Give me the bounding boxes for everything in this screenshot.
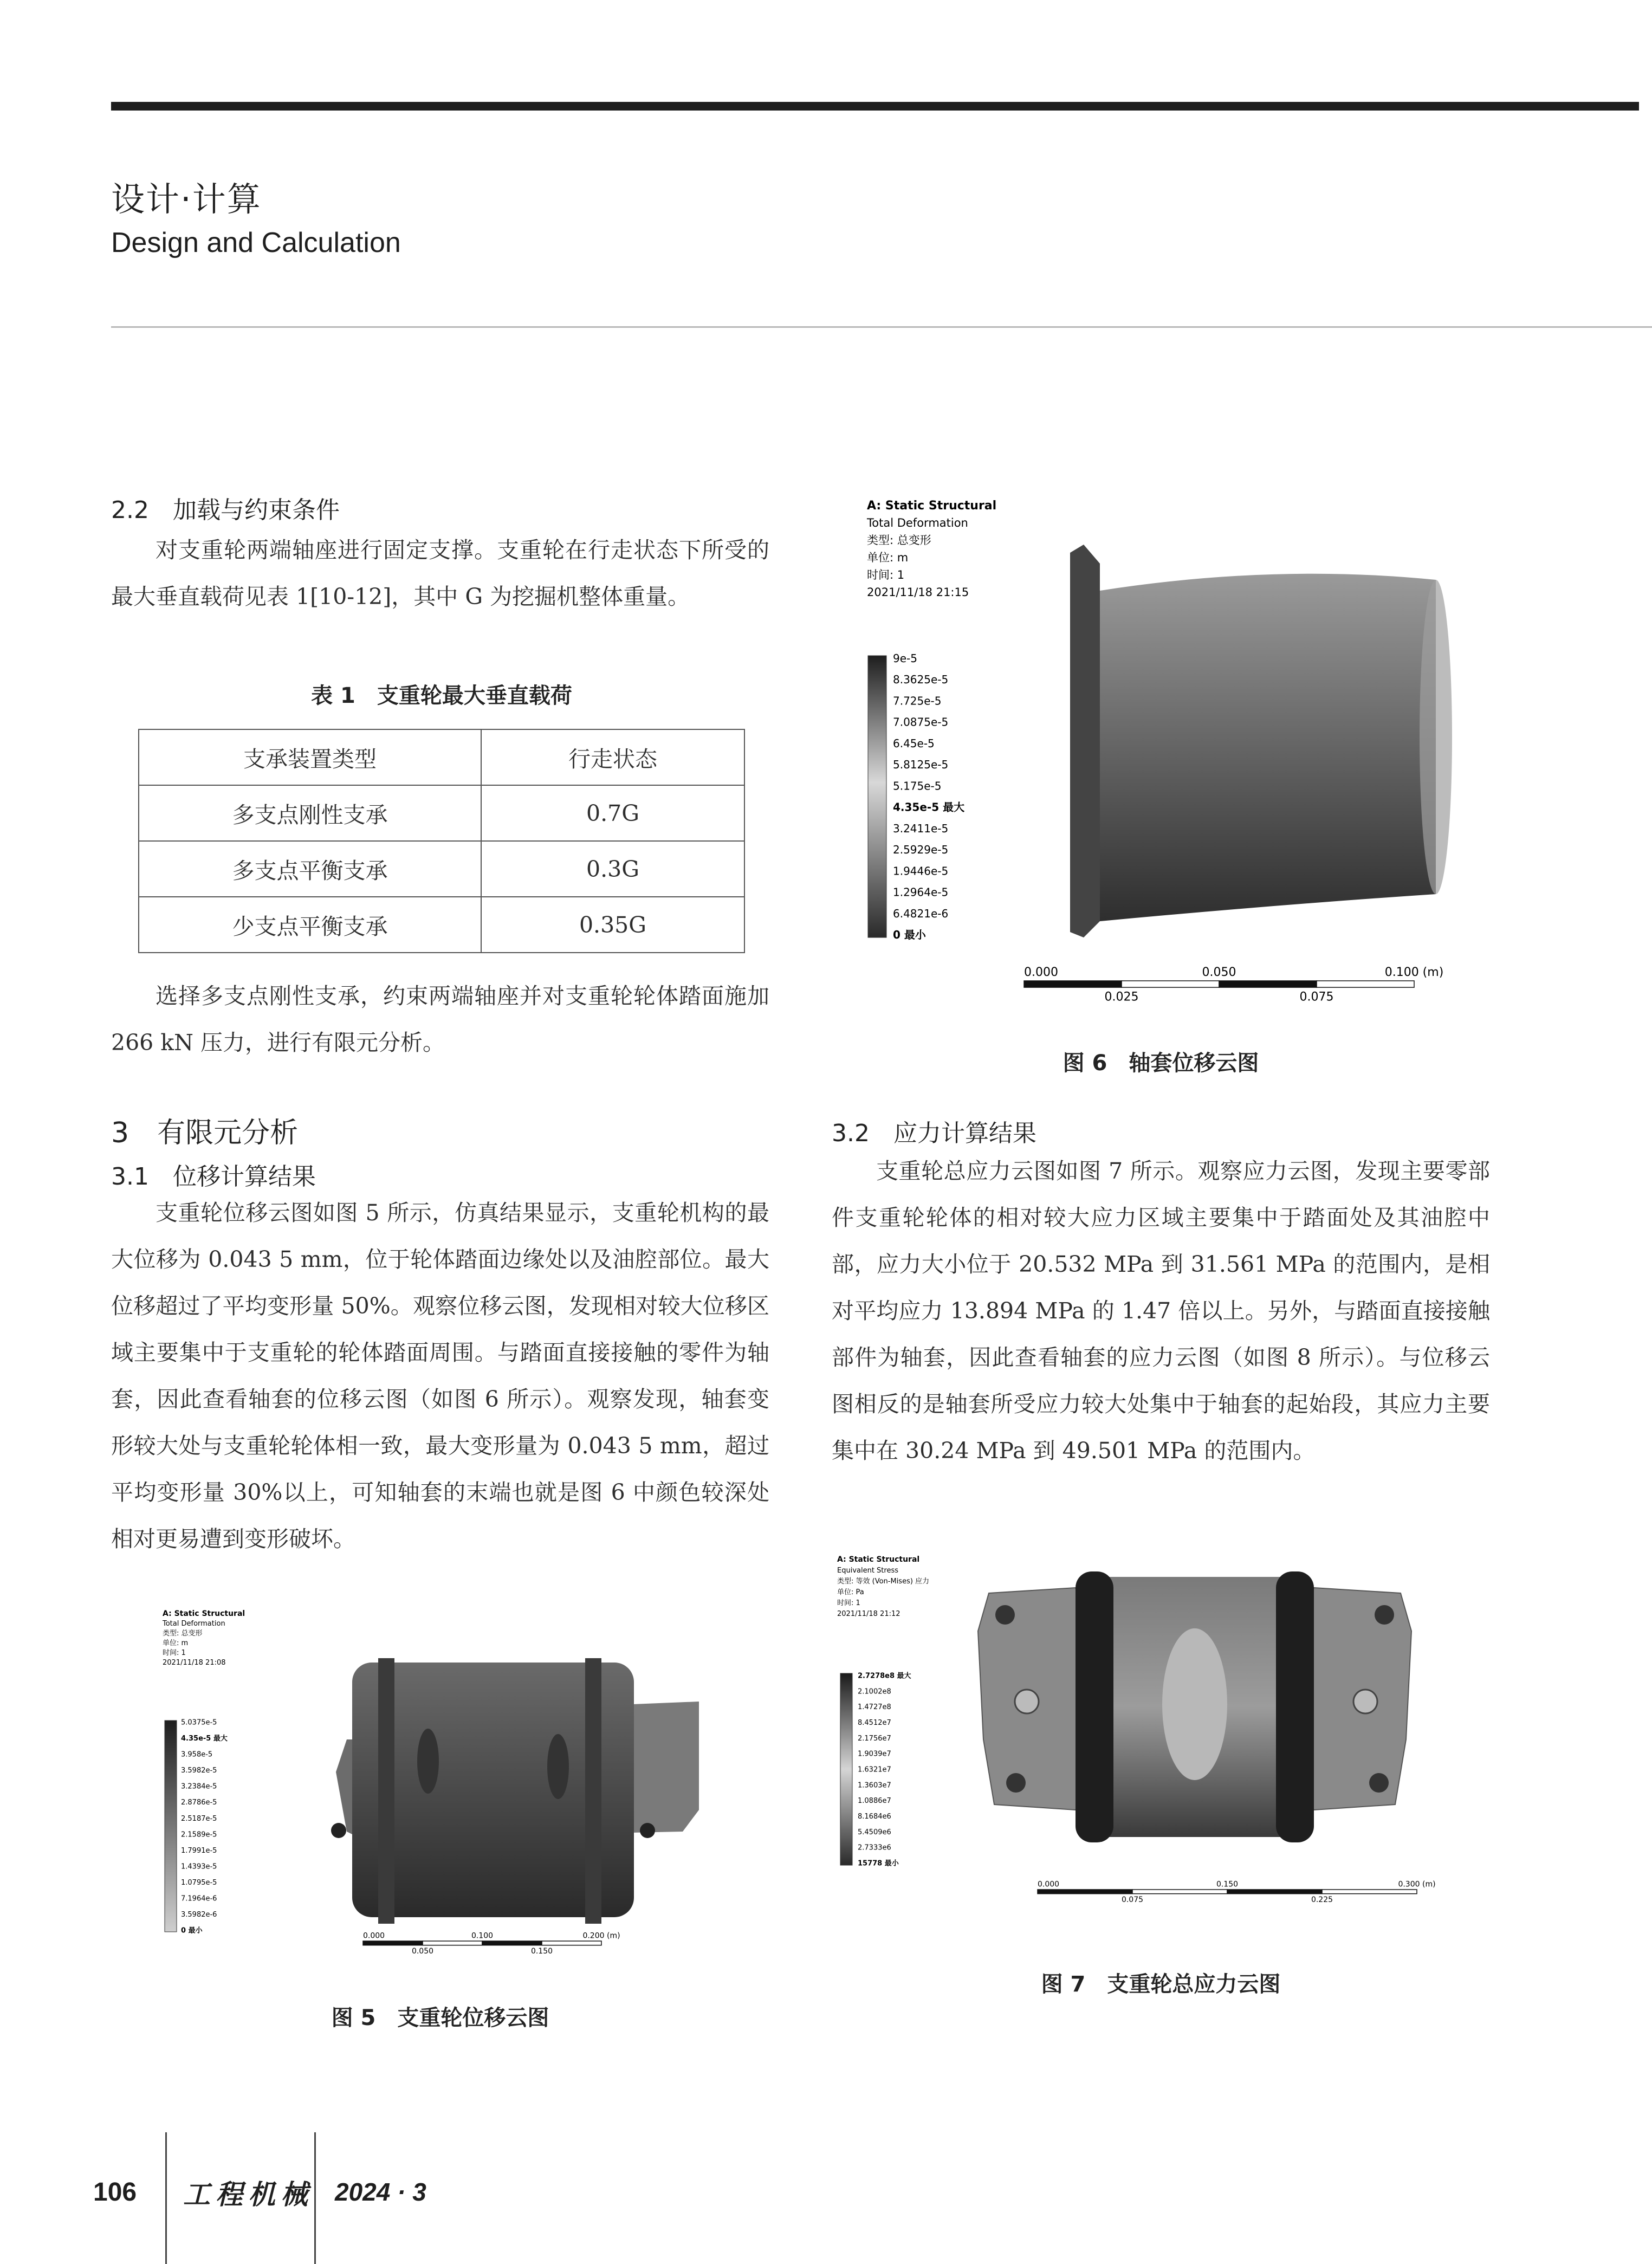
figure-7-stress-contour xyxy=(837,1550,1476,1918)
fig7-bolt-hole xyxy=(1375,1605,1394,1625)
fig7-scale-label: 0.225 xyxy=(1311,1896,1333,1905)
fig6-legend-label: 7.0875e-5 xyxy=(893,715,949,729)
fig5-legend-label: 7.1964e-6 xyxy=(181,1894,217,1903)
fig7-legend-label: 2.7278e8 最大 xyxy=(858,1672,911,1680)
table-cell: 少支点平衡支承 xyxy=(139,897,481,953)
fig7-bolt-hole xyxy=(1006,1773,1026,1793)
fig7-legend-label: 1.9039e7 xyxy=(858,1750,891,1758)
header-divider xyxy=(111,326,1652,328)
fig5-color-legend xyxy=(165,1720,177,1932)
fig5-scale-segment xyxy=(423,1941,482,1945)
table-row xyxy=(139,785,744,841)
fig6-info-line: 2021/11/18 21:15 xyxy=(867,586,969,599)
fig7-scale-segment xyxy=(1038,1890,1132,1894)
fig6-sleeve-flange xyxy=(1070,545,1100,937)
fig5-legend-label: 1.7991e-5 xyxy=(181,1846,217,1855)
fig6-legend-label: 8.3625e-5 xyxy=(893,673,949,687)
table-header-cell: 支承装置类型 xyxy=(139,729,481,785)
fig6-scale-segment xyxy=(1024,981,1122,987)
fig7-legend-label: 1.3603e7 xyxy=(858,1781,891,1790)
fig6-legend-labels xyxy=(893,652,964,941)
table-cell: 0.35G xyxy=(481,897,744,953)
fig5-legend-label: 2.5187e-5 xyxy=(181,1814,217,1823)
fig5-scale-segment xyxy=(363,1941,423,1945)
fig5-legend-labels xyxy=(181,1719,228,1935)
fig5-oil-cavity xyxy=(547,1734,569,1799)
fig7-info-line: Equivalent Stress xyxy=(837,1567,899,1575)
fig7-scale-label: 0.000 xyxy=(1038,1880,1060,1889)
fig5-info-line: A: Static Structural xyxy=(163,1609,245,1618)
fig6-scale-segment xyxy=(1219,981,1317,987)
fig6-scale-segment xyxy=(1122,981,1219,987)
section-3-2-paragraph: 支重轮总应力云图如图 7 所示。观察应力云图，发现主要零部件支重轮轮体的相对较大应力区域主要集中于踏面处及其油腔中部，应力大小位于 20.532 MPa 到 31.561 MPa 的范围内，是相对平均应力 13.894 MPa 的 1.47 倍以上。另外，与踏面直接接触部件为轴套，因此查看轴套的应力云图（如图 8 所示）。与位移云图相反的是轴套所受应力较大处集中于轴套的起始段，其应力主要集中在 30.24 MPa 到 49.501 MPa 的范围内。 xyxy=(832,1158,1490,1464)
fig5-legend-label: 2.1589e-5 xyxy=(181,1830,217,1839)
figure-5-displacement-contour xyxy=(157,1604,731,1972)
figure-5-caption: 图 5 支重轮位移云图 xyxy=(331,2006,549,2030)
fig5-legend-label: 4.35e-5 最大 xyxy=(181,1735,228,1743)
fig7-scale-label: 0.300 (m) xyxy=(1398,1880,1436,1889)
fig6-legend-label: 2.5929e-5 xyxy=(893,843,949,857)
fig6-scale-label: 0.000 xyxy=(1024,966,1058,980)
fig7-legend-label: 5.4509e6 xyxy=(858,1828,891,1836)
fig5-legend-label: 1.4393e-5 xyxy=(181,1862,217,1871)
fig7-legend-label: 2.7333e6 xyxy=(858,1843,891,1852)
fig5-scale-label: 0.000 xyxy=(363,1931,385,1940)
table-1-caption: 表 1 支重轮最大垂直载荷 xyxy=(311,683,572,708)
fig5-legend-label: 3.2384e-5 xyxy=(181,1782,217,1791)
fig5-bolt-hole xyxy=(331,1823,346,1838)
fig6-info-line: A: Static Structural xyxy=(867,499,997,513)
fig6-legend-label: 4.35e-5 最大 xyxy=(893,800,965,814)
fig5-flange xyxy=(378,1658,394,1924)
fig5-scale-segment xyxy=(482,1941,542,1945)
fig6-legend-label: 1.2964e-5 xyxy=(893,885,949,899)
fig7-scale-segment xyxy=(1322,1890,1417,1894)
fig6-legend-label: 3.2411e-5 xyxy=(893,821,949,835)
section-3-1-paragraph: 支重轮位移云图如图 5 所示，仿真结果显示，支重轮机构的最大位移为 0.043 5 mm，位于轮体踏面边缘处以及油腔部位。最大位移超过了平均变形量 50%。观察位移云图，发现相对较大位移区域主要集中于支重轮的轮体踏面周围。与踏面直接接触的零件为轴套，因此查看轴套的位移云图（如图 6 所示）。观察发现，轴套变形较大处与支重轮轮体相一致，最大变形量为 0.043 5 mm，超过平均变形量 30%以上，可知轴套的末端也就是图 6 中颜色较深处相对更易遭到变形破坏。 xyxy=(111,1200,769,1552)
section-3-1-heading: 3.1 位移计算结果 xyxy=(111,1163,316,1191)
fig7-info-line: 时间: 1 xyxy=(837,1599,860,1607)
fig7-flange xyxy=(1076,1571,1113,1842)
fig7-flange xyxy=(1276,1571,1314,1842)
fig6-scale-label: 0.050 xyxy=(1202,966,1236,980)
fig7-legend-labels xyxy=(858,1672,911,1868)
table-cell: 多支点刚性支承 xyxy=(139,785,481,841)
fig5-legend-label: 0 最小 xyxy=(181,1926,203,1935)
fig5-legend-label: 5.0375e-5 xyxy=(181,1718,217,1727)
footer-separator xyxy=(165,2132,167,2264)
fig5-info-line: Total Deformation xyxy=(163,1620,225,1628)
table-row xyxy=(139,897,744,953)
fig5-info-line: 类型: 总变形 xyxy=(163,1629,203,1638)
fig6-legend-label: 6.4821e-6 xyxy=(893,907,949,920)
fig6-scale-label: 0.075 xyxy=(1299,990,1334,1004)
fig5-legend-label: 3.958e-5 xyxy=(181,1750,213,1759)
fig6-scale-bar xyxy=(1024,966,1443,1004)
fig7-legend-label: 2.1756e7 xyxy=(858,1734,891,1743)
fig7-info-line: A: Static Structural xyxy=(837,1555,920,1564)
fig7-legend-label: 1.6321e7 xyxy=(858,1765,891,1774)
fig6-info-line: 单位: m xyxy=(867,551,909,564)
fig5-info-line: 单位: m xyxy=(163,1639,189,1647)
fig7-oil-cavity xyxy=(1162,1628,1227,1780)
fig5-scale-label: 0.100 xyxy=(471,1931,494,1940)
fig6-sleeve-body xyxy=(1100,574,1436,921)
figure-6-sleeve-displacement-contour xyxy=(861,493,1485,1019)
fig7-legend-label: 8.1684e6 xyxy=(858,1813,891,1821)
table-cell: 0.7G xyxy=(481,785,744,841)
footer-separator xyxy=(314,2132,316,2264)
fig6-legend-label: 9e-5 xyxy=(893,652,917,665)
section-2-2-paragraph-1: 对支重轮两端轴座进行固定支撑。支重轮在行走状态下所受的最大垂直载荷见表 1[10-12]，其中 G 为挖掘机整体重量。 xyxy=(111,537,769,610)
fig6-legend-label: 6.45e-5 xyxy=(893,736,935,750)
fig7-bolt-hole xyxy=(995,1605,1015,1625)
figure-7-caption: 图 7 支重轮总应力云图 xyxy=(1041,1972,1281,1997)
fig7-legend-label: 1.4727e8 xyxy=(858,1703,891,1712)
fig6-scale-label: 0.100 (m) xyxy=(1384,966,1444,980)
fig5-info-line: 2021/11/18 21:08 xyxy=(163,1659,226,1667)
fig5-oil-cavity xyxy=(417,1729,439,1794)
fig7-scale-segment xyxy=(1132,1890,1227,1894)
table-1 xyxy=(138,729,745,953)
section-title-cn: 设计·计算 xyxy=(111,179,262,219)
table-cell: 0.3G xyxy=(481,841,744,897)
fig5-scale-bar xyxy=(363,1931,620,1956)
fig5-bolt-hole xyxy=(640,1823,655,1838)
section-2-2-paragraph-2: 选择多支点刚性支承，约束两端轴座并对支重轮轮体踏面施加 266 kN 压力，进行有限元分析。 xyxy=(111,983,769,1056)
fig5-legend-label: 3.5982e-6 xyxy=(181,1911,217,1919)
fig7-color-legend xyxy=(840,1673,852,1865)
section-2-2-heading: 2.2 加载与约束条件 xyxy=(111,496,340,524)
section-3-heading: 3 有限元分析 xyxy=(111,1117,299,1149)
fig7-legend-label: 15778 最小 xyxy=(858,1859,899,1868)
fig5-legend-label: 3.5982e-5 xyxy=(181,1767,217,1775)
fig7-bolt-hole xyxy=(1015,1690,1039,1713)
table-cell: 多支点平衡支承 xyxy=(139,841,481,897)
fig6-legend-label: 7.725e-5 xyxy=(893,694,942,708)
fig6-info-line: Total Deformation xyxy=(867,516,968,529)
fig6-sleeve-end xyxy=(1420,580,1452,894)
section-3-2-heading: 3.2 应力计算结果 xyxy=(832,1120,1036,1147)
fig7-info-line: 2021/11/18 21:12 xyxy=(837,1610,900,1618)
fig6-legend-label: 0 最小 xyxy=(893,928,926,941)
fig5-scale-segment xyxy=(542,1941,601,1945)
header-rule xyxy=(111,102,1639,111)
figure-6-caption: 图 6 轴套位移云图 xyxy=(1063,1051,1259,1076)
table-header-row xyxy=(139,729,744,785)
fig7-bolt-hole xyxy=(1353,1690,1377,1713)
fig7-info-line: 单位: Pa xyxy=(837,1588,864,1596)
fig7-legend-label: 1.0886e7 xyxy=(858,1797,891,1806)
fig5-scale-label: 0.050 xyxy=(411,1947,434,1956)
fig6-legend-label: 1.9446e-5 xyxy=(893,864,949,878)
fig6-info-line: 时间: 1 xyxy=(867,568,905,581)
fig7-scale-segment xyxy=(1227,1890,1322,1894)
issue-number: 2024 · 3 xyxy=(335,2178,426,2206)
fig6-legend-label: 5.175e-5 xyxy=(893,779,942,793)
fig7-scale-label: 0.075 xyxy=(1121,1896,1144,1905)
fig7-legend-label: 2.1002e8 xyxy=(858,1687,891,1696)
fig7-info-line: 类型: 等效 (Von-Mises) 应力 xyxy=(837,1577,930,1586)
fig7-scale-label: 0.150 xyxy=(1216,1880,1239,1889)
fig5-info-line: 时间: 1 xyxy=(163,1649,186,1657)
fig6-legend-label: 5.8125e-5 xyxy=(893,758,949,772)
section-title-en: Design and Calculation xyxy=(111,227,401,258)
fig6-scale-segment xyxy=(1317,981,1414,987)
fig7-legend-label: 8.4512e7 xyxy=(858,1719,891,1728)
fig7-bolt-hole xyxy=(1369,1773,1389,1793)
fig5-scale-label: 0.200 (m) xyxy=(582,1931,620,1940)
table-header-cell: 行走状态 xyxy=(481,729,744,785)
fig6-color-legend xyxy=(868,656,886,937)
fig6-scale-label: 0.025 xyxy=(1104,990,1139,1004)
page-number: 106 xyxy=(93,2178,137,2207)
fig5-legend-label: 1.0795e-5 xyxy=(181,1878,217,1887)
fig6-info-line: 类型: 总变形 xyxy=(867,534,931,547)
fig5-legend-label: 2.8786e-5 xyxy=(181,1799,217,1807)
fig7-scale-bar xyxy=(1038,1880,1436,1904)
fig5-scale-label: 0.150 xyxy=(530,1947,553,1956)
fig5-flange xyxy=(585,1658,601,1924)
magazine-name: 工程机械 xyxy=(183,2178,313,2210)
table-row xyxy=(139,841,744,897)
